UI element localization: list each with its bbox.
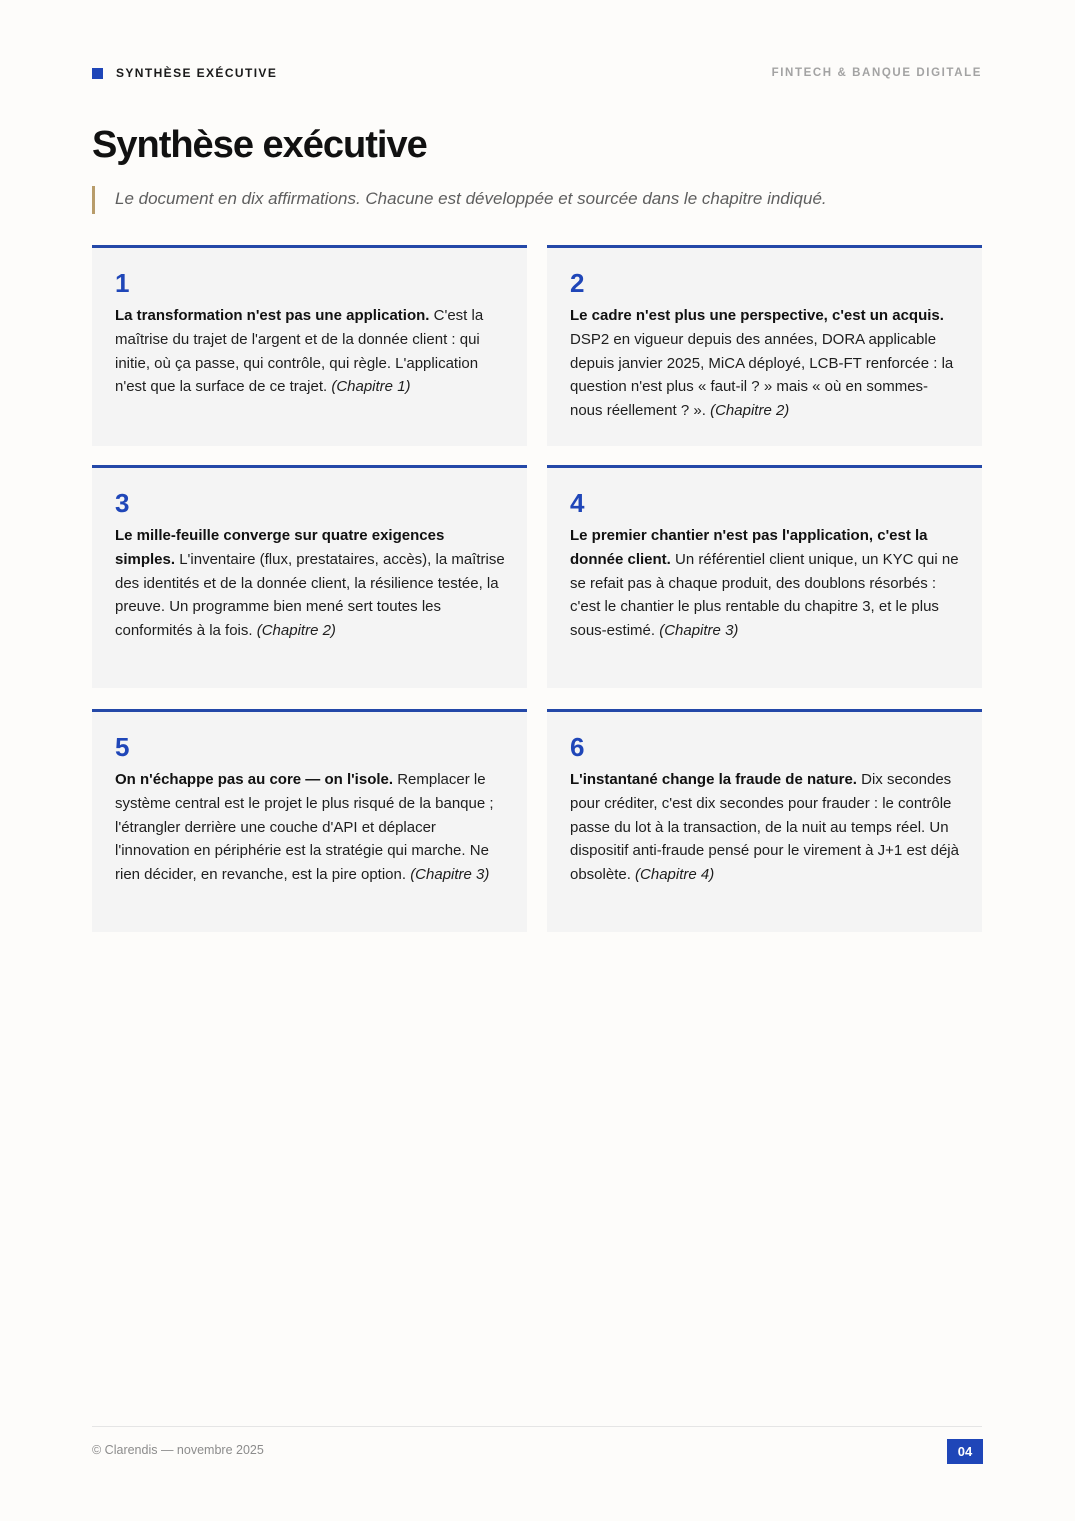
publication-label: FINTECH & BANQUE DIGITALE — [771, 67, 982, 79]
summary-card-2 — [547, 245, 982, 446]
card-text: Remplacer le système central est le projet le plus risqué de la banque ; l'étrangler derrière une couche d'API et déplacer l'innovation en périphérie est la stratégie qui marche. Ne rien décider, en revanche, est la pire option. — [115, 771, 494, 884]
card-chapter-ref: (Chapitre 2) — [256, 622, 336, 640]
card-body — [570, 768, 960, 887]
card-statement: L'instantané change la fraude de nature. — [570, 771, 857, 788]
card-number: 5 — [115, 732, 130, 762]
card-number: 4 — [570, 488, 585, 518]
summary-card-5 — [92, 709, 527, 932]
card-number: 6 — [570, 732, 585, 762]
section-label: SYNTHÈSE EXÉCUTIVE — [116, 66, 278, 80]
summary-card-6 — [547, 709, 982, 932]
card-chapter-ref: (Chapitre 1) — [331, 378, 411, 396]
summary-card-4 — [547, 465, 982, 688]
card-chapter-ref: (Chapitre 4) — [635, 866, 715, 884]
page-header — [92, 66, 982, 82]
card-text: C'est la maîtrise du trajet de l'argent et de la donnée client : qui initie, où ça passe, qui contrôle, qui règle. L'application n'est que la surface de ce trajet. — [115, 307, 484, 396]
card-text: Dix secondes pour créditer, c'est dix secondes pour frauder : le contrôle passe du lot à la transaction, de la nuit au temps réel. Un dispositif anti-fraude pensé pour le virement à J+1 est déjà obsolète. — [570, 771, 959, 884]
card-statement: La transformation n'est pas une application. — [115, 307, 430, 324]
card-statement: Le premier chantier n'est pas l'application, c'est la donnée client. — [570, 527, 928, 568]
card-text: L'inventaire (flux, prestataires, accès), la maîtrise des identités et de la donnée client, la résilience testée, la preuve. Un programme bien mené sert toutes les conformités à la fois. — [115, 550, 505, 640]
card-body — [570, 524, 960, 643]
summary-card-3 — [92, 465, 527, 688]
footer-copyright: © Clarendis — novembre 2025 — [92, 1443, 264, 1457]
card-body — [115, 768, 505, 887]
card-body — [570, 304, 960, 423]
card-text: Un référentiel client unique, un KYC qui ne se refait pas à chaque produit, des doublons résorbés : c'est le chantier le plus rentable du chapitre 3, et le plus sous-estimé. — [570, 550, 959, 640]
summary-card-1 — [92, 245, 527, 446]
card-number: 1 — [115, 268, 130, 298]
card-chapter-ref: (Chapitre 3) — [659, 622, 739, 640]
page-number-badge: 04 — [947, 1439, 983, 1464]
section-label-group — [92, 66, 277, 80]
card-statement: Le mille-feuille converge sur quatre exigences simples. — [115, 527, 445, 568]
card-body — [115, 524, 505, 643]
lead-paragraph: Le document en dix affirmations. Chacune est développée et sourcée dans le chapitre indiqué. — [92, 186, 827, 214]
card-number: 3 — [115, 488, 130, 518]
section-marker-icon — [92, 68, 103, 79]
card-chapter-ref: (Chapitre 2) — [710, 402, 790, 420]
card-statement: On n'échappe pas au core — on l'isole. — [115, 771, 394, 788]
page-title: Synthèse exécutive — [92, 124, 427, 166]
card-statement: Le cadre n'est plus une perspective, c'est un acquis. — [570, 307, 944, 324]
card-text: DSP2 en vigueur depuis des années, DORA applicable depuis janvier 2025, MiCA déployé, LCB-FT renforcée : la question n'est plus « faut-il ? » mais « où en sommes-nous réellement ? ». — [570, 330, 954, 420]
card-chapter-ref: (Chapitre 3) — [410, 866, 490, 884]
card-number: 2 — [570, 268, 585, 298]
footer-divider — [92, 1426, 982, 1427]
card-body — [115, 304, 505, 399]
